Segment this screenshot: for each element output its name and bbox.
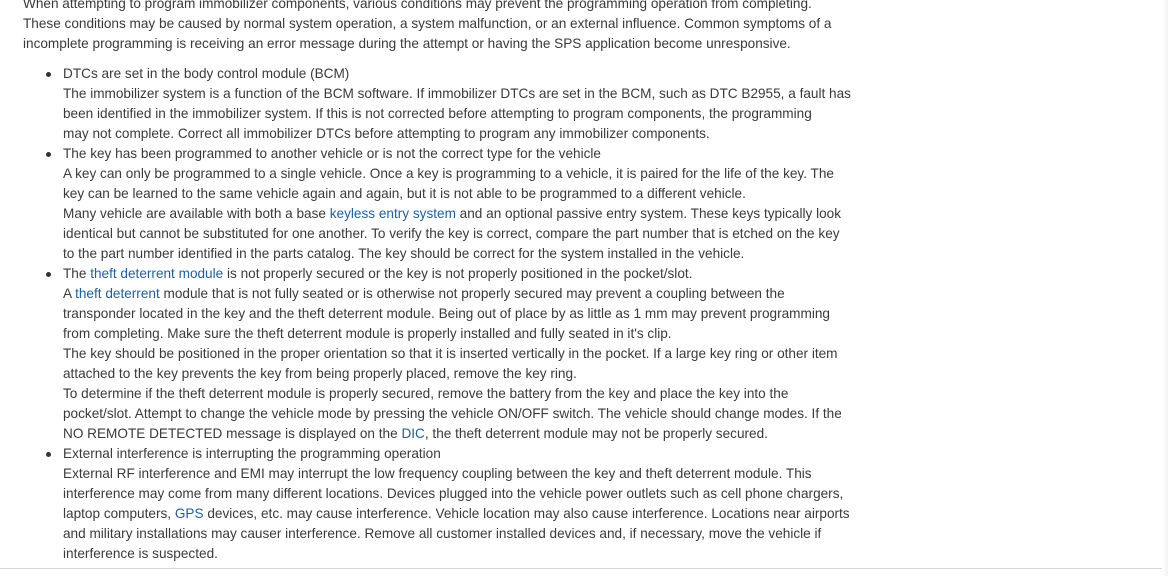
item-text-line: Many vehicle are available with both a base keyless entry system and an optional passive entry system. These keys typically look — [63, 206, 842, 221]
item-text-line: identical but cannot be substituted for one another. To verify the key is correct, compare the part number that is etched on the key — [63, 226, 840, 241]
intro-line: incomplete programming is receiving an error message during the attempt or having the SPS application become unresponsive. — [23, 36, 791, 51]
item-text-line: transponder located in the key and the theft deterrent module. Being out of place by as little as 1 mm may prevent programming — [63, 306, 830, 321]
keyless-entry-system-link[interactable]: keyless entry system — [329, 206, 456, 221]
item-text-line: key can be learned to the same vehicle again and again, but it is not able to be programmed to a different vehicle. — [63, 186, 746, 201]
item-text-line: A key can only be programmed to a single vehicle. Once a key is programming to a vehicle, it is paired for the life of the key. The — [63, 166, 834, 181]
dic-link[interactable]: DIC — [401, 426, 425, 441]
item-text-line: attached to the key prevents the key from being properly placed, remove the key ring. — [63, 366, 577, 381]
item-heading: The key has been programmed to another vehicle or is not the correct type for the vehicle — [63, 146, 601, 161]
item-text-line: The key should be positioned in the proper orientation so that it is inserted vertically in the pocket. If a large key ring or other item — [63, 346, 838, 361]
item-heading: DTCs are set in the body control module (BCM) — [63, 66, 350, 81]
item-text-line: pocket/slot. Attempt to change the vehicle mode by pressing the vehicle ON/OFF switch. The vehicle should change modes. If the — [63, 406, 842, 421]
item-text-line: interference may come from many different locations. Devices plugged into the vehicle power outlets such as cell phone chargers, — [63, 486, 844, 501]
item-text-line: NO REMOTE DETECTED message is displayed on the DIC, the theft deterrent module may not be properly secured. — [63, 426, 768, 441]
bottom-divider — [0, 568, 1168, 569]
scroll-edge-shadow — [1162, 0, 1168, 576]
item-text-line: from completing. Make sure the theft deterrent module is properly installed and fully seated in it's clip. — [63, 326, 672, 341]
list-item-bcm-dtcs — [63, 64, 903, 144]
item-text-line: and military installations may causer interference. Remove all customer installed devices and, if necessary, move the vehicle if — [63, 526, 822, 541]
item-text-line: been identified in the immobilizer system. If this is not corrected before attempting to program components, the programming — [63, 106, 812, 121]
item-text-line: A theft deterrent module that is not fully seated or is otherwise not properly secured may prevent a coupling between the — [63, 286, 785, 301]
theft-deterrent-module-link[interactable]: theft deterrent module — [90, 266, 224, 281]
intro-line: When attempting to program immobilizer components, various conditions may prevent the programming operation from completing. — [23, 0, 812, 11]
item-text-line: interference is suspected. — [63, 546, 218, 561]
list-item-key-programmed — [63, 144, 903, 264]
item-text-line: External RF interference and EMI may interrupt the low frequency coupling between the key and theft deterrent module. This — [63, 466, 812, 481]
article-content — [23, 0, 903, 564]
theft-deterrent-link[interactable]: theft deterrent — [75, 286, 160, 301]
item-text-line: laptop computers, GPS devices, etc. may cause interference. Vehicle location may also cause interference. Locations near airports — [63, 506, 850, 521]
item-text-line: may not complete. Correct all immobilizer DTCs before attempting to program any immobilizer components. — [63, 126, 710, 141]
item-heading: The theft deterrent module is not properly secured or the key is not properly positioned in the pocket/slot. — [63, 266, 693, 281]
item-heading: External interference is interrupting the programming operation — [63, 446, 441, 461]
item-text-line: To determine if the theft deterrent module is properly secured, remove the battery from the key and place the key into the — [63, 386, 789, 401]
intro-line: These conditions may be caused by normal system operation, a system malfunction, or an external influence. Common symptoms of a — [23, 16, 832, 31]
gps-link[interactable]: GPS — [174, 506, 204, 521]
list-item-external-interference — [63, 444, 903, 564]
causes-list — [23, 64, 903, 564]
list-item-theft-deterrent — [63, 264, 903, 444]
intro-paragraph — [23, 0, 903, 54]
item-text-line: to the part number identified in the parts catalog. The key should be correct for the system installed in the vehicle. — [63, 246, 745, 261]
item-text-line: The immobilizer system is a function of the BCM software. If immobilizer DTCs are set in the BCM, such as DTC B2955, a fault has — [63, 86, 851, 101]
